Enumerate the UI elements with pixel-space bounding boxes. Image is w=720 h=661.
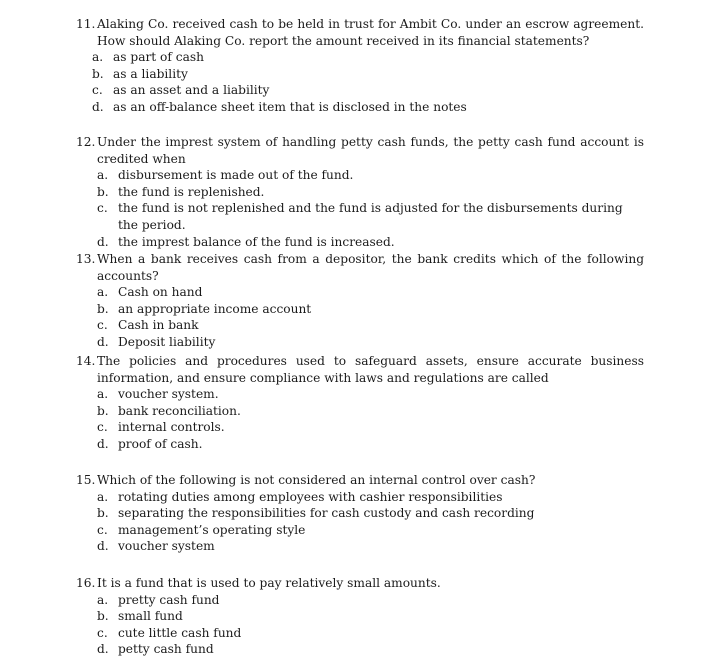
option-b xyxy=(97,608,644,625)
question-13 xyxy=(76,251,644,351)
question-11 xyxy=(76,16,644,116)
option-a xyxy=(97,592,644,609)
option-text: as an asset and a liability xyxy=(113,83,270,98)
option-c xyxy=(97,419,644,436)
option-letter: b. xyxy=(97,506,109,521)
option-text: the fund is replenished. xyxy=(118,184,265,199)
question-stem xyxy=(76,575,644,592)
option-text: proof of cash. xyxy=(118,436,203,451)
option-d xyxy=(92,99,644,116)
option-list xyxy=(97,489,644,555)
question-text: The policies and procedures used to safeguard assets, ensure accurate business information, and ensure compliance with laws and regulations are called xyxy=(97,354,644,385)
option-a xyxy=(97,167,644,184)
option-text: internal controls. xyxy=(118,420,225,435)
question-16 xyxy=(76,575,644,658)
option-text: rotating duties among employees with cashier responsibilities xyxy=(118,489,503,504)
option-letter: b. xyxy=(97,301,109,316)
option-list xyxy=(92,49,644,115)
option-text: bank reconciliation. xyxy=(118,403,241,418)
option-text: management’s operating style xyxy=(118,522,306,537)
question-stem xyxy=(76,251,644,284)
option-letter: c. xyxy=(97,625,108,640)
question-text: Which of the following is not considered an internal control over cash? xyxy=(97,473,536,487)
option-letter: c. xyxy=(97,522,108,537)
option-a xyxy=(97,284,644,301)
option-text: the fund is not replenished and the fund is adjusted for the disbursements during the period. xyxy=(118,201,623,232)
option-list xyxy=(97,592,644,658)
option-text: as a liability xyxy=(113,66,188,81)
option-letter: d. xyxy=(97,234,109,249)
question-stem xyxy=(76,16,644,49)
option-a xyxy=(92,49,644,66)
option-c xyxy=(97,625,644,642)
option-letter: c. xyxy=(97,201,108,216)
option-letter: b. xyxy=(97,403,109,418)
option-letter: b. xyxy=(97,184,109,199)
option-d xyxy=(97,334,644,351)
question-text: When a bank receives cash from a depositor, the bank credits which of the following accounts? xyxy=(97,252,644,283)
option-text: petty cash fund xyxy=(118,642,214,657)
option-letter: d. xyxy=(97,539,109,554)
option-b xyxy=(97,184,644,201)
option-d xyxy=(97,538,644,555)
option-text: Cash in bank xyxy=(118,318,199,333)
option-c xyxy=(97,200,644,233)
option-letter: a. xyxy=(97,489,109,504)
option-b xyxy=(97,403,644,420)
option-b xyxy=(92,66,644,83)
option-list xyxy=(97,386,644,452)
question-number: 11. xyxy=(76,17,96,31)
question-number: 15. xyxy=(76,473,96,487)
question-stem xyxy=(76,134,644,167)
option-list xyxy=(97,167,644,250)
option-c xyxy=(92,82,644,99)
option-text: separating the responsibilities for cash custody and cash recording xyxy=(118,506,535,521)
question-stem xyxy=(76,353,644,386)
option-d xyxy=(97,436,644,453)
option-text: voucher system. xyxy=(118,387,219,402)
option-text: as an off-balance sheet item that is disclosed in the notes xyxy=(113,99,467,114)
option-letter: b. xyxy=(97,609,109,624)
option-text: Cash on hand xyxy=(118,285,203,300)
option-list xyxy=(97,284,644,350)
option-text: disbursement is made out of the fund. xyxy=(118,168,354,183)
question-number: 14. xyxy=(76,354,96,368)
question-14 xyxy=(76,353,644,453)
option-letter: a. xyxy=(97,592,109,607)
option-d xyxy=(97,234,644,251)
question-text: Under the imprest system of handling petty cash funds, the petty cash fund account is credited when xyxy=(97,135,644,166)
option-text: as part of cash xyxy=(113,50,204,65)
option-c xyxy=(97,522,644,539)
option-letter: a. xyxy=(97,285,109,300)
option-letter: a. xyxy=(92,50,104,65)
option-letter: d. xyxy=(92,99,104,114)
option-b xyxy=(97,505,644,522)
question-number: 16. xyxy=(76,576,96,590)
option-letter: a. xyxy=(97,387,109,402)
question-text: It is a fund that is used to pay relatively small amounts. xyxy=(97,576,441,590)
option-text: cute little cash fund xyxy=(118,625,242,640)
option-text: the imprest balance of the fund is increased. xyxy=(118,234,395,249)
option-a xyxy=(97,386,644,403)
option-letter: c. xyxy=(92,83,103,98)
question-text: Alaking Co. received cash to be held in trust for Ambit Co. under an escrow agreement. How should Alaking Co. report the amount received in its financial statements? xyxy=(97,17,644,48)
option-letter: b. xyxy=(92,66,104,81)
option-a xyxy=(97,489,644,506)
option-letter: d. xyxy=(97,642,109,657)
option-letter: c. xyxy=(97,420,108,435)
question-12 xyxy=(76,134,644,250)
option-text: voucher system xyxy=(118,539,215,554)
option-letter: a. xyxy=(97,168,109,183)
option-text: pretty cash fund xyxy=(118,592,220,607)
option-c xyxy=(97,317,644,334)
option-d xyxy=(97,641,644,658)
option-letter: d. xyxy=(97,334,109,349)
question-number: 12. xyxy=(76,135,96,149)
option-b xyxy=(97,301,644,318)
option-text: small fund xyxy=(118,609,183,624)
question-number: 13. xyxy=(76,252,96,266)
option-text: an appropriate income account xyxy=(118,301,312,316)
question-15 xyxy=(76,472,644,555)
option-letter: c. xyxy=(97,318,108,333)
option-text: Deposit liability xyxy=(118,334,216,349)
option-letter: d. xyxy=(97,436,109,451)
question-stem xyxy=(76,472,644,489)
